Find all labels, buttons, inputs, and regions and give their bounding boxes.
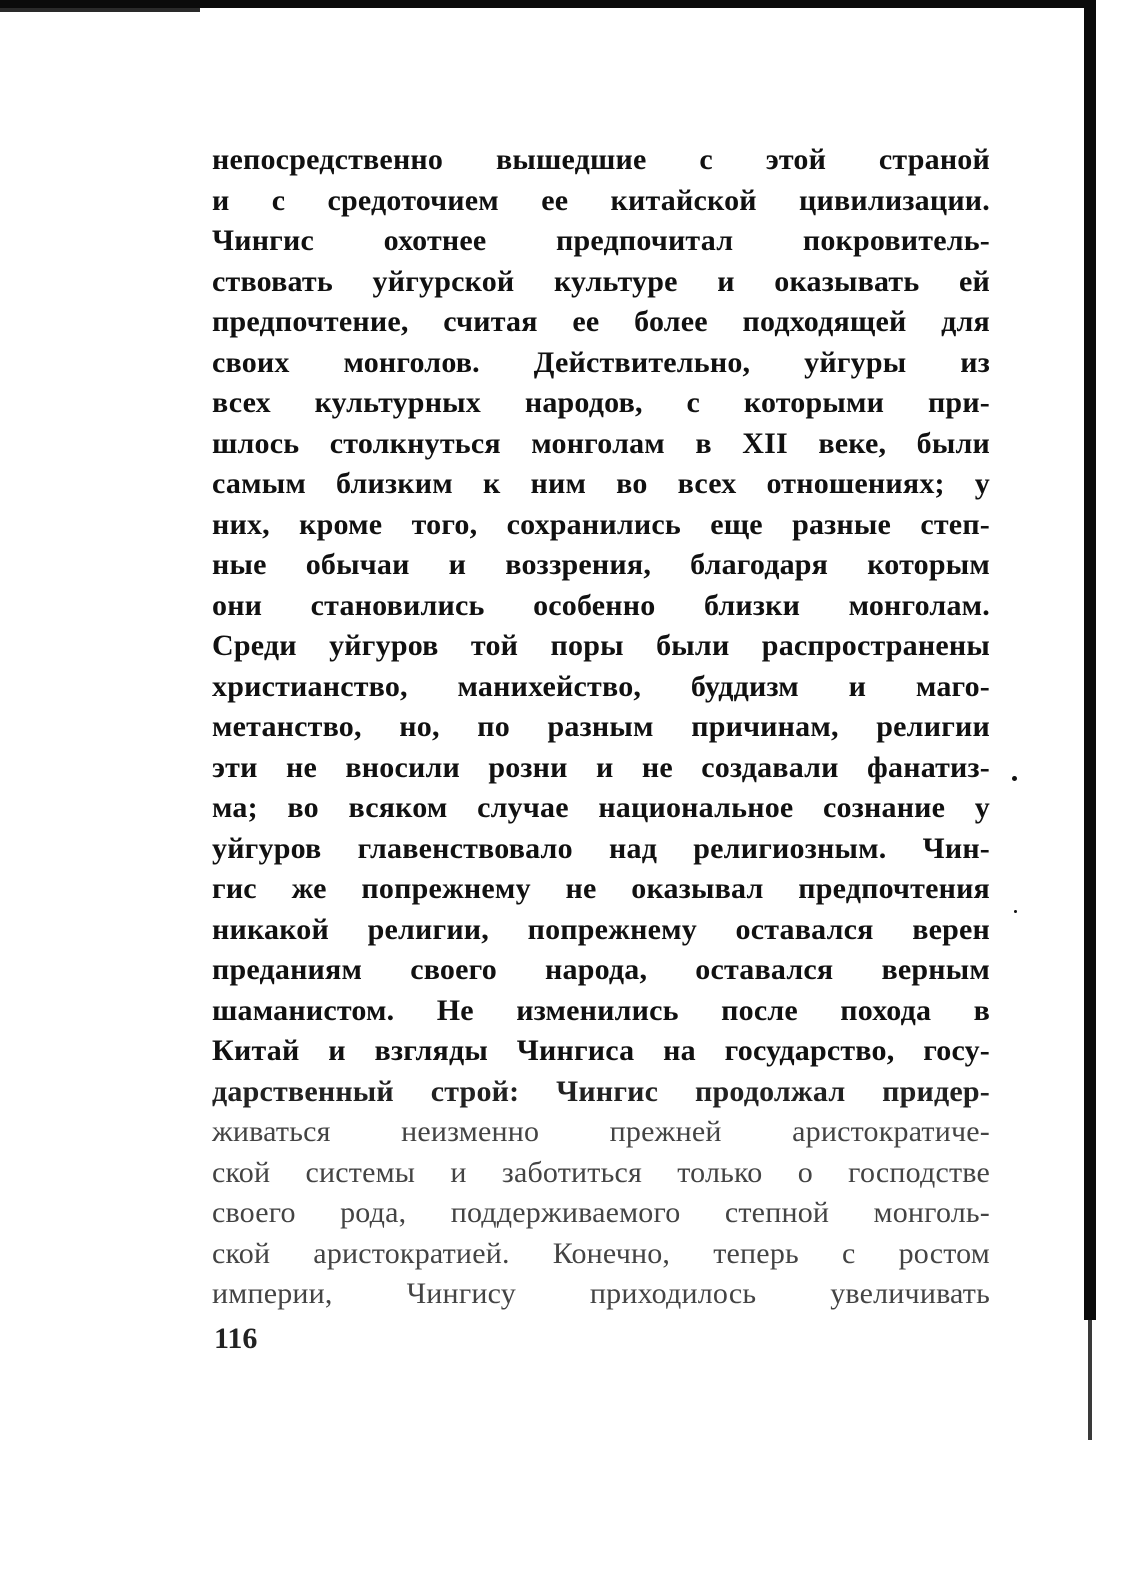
text-line: империи, Чингису приходилось увеличивать [212, 1277, 990, 1310]
text-line: дарственный строй: Чингис продолжал придер- [212, 1074, 990, 1108]
text-line: непосредственно вышедшие с этой страной [212, 143, 990, 176]
text-line: ской системы и заботиться только о господстве [212, 1155, 990, 1189]
text-line: живаться неизменно прежней аристократиче- [212, 1115, 990, 1148]
text-line: Среди уйгуров той поры были распространены [212, 629, 990, 662]
text-line: метанство, но, по разным причинам, религии [212, 710, 990, 743]
text-line: самым близким к ним во всех отношениях; у [212, 467, 990, 500]
page-number: 116 [214, 1322, 258, 1355]
text-line: своих монголов. Действительно, уйгуры из [212, 345, 990, 379]
text-line: всех культурных народов, с которыми при- [212, 386, 990, 419]
text-line: ской аристократией. Конечно, теперь с ростом [212, 1236, 990, 1270]
scan-border-right-tail [1088, 1320, 1092, 1440]
scan-border-top [0, 0, 1090, 8]
text-line: шлось столкнуться монголам в XII веке, были [212, 426, 990, 460]
text-line: своего рода, поддерживаемого степной монголь- [212, 1196, 990, 1229]
text-line: уйгуров главенствовало над религиозным. Чин- [212, 831, 990, 865]
text-line: них, кроме того, сохранились еще разные степ- [212, 507, 990, 541]
text-line: христианство, манихейство, буддизм и маго- [212, 669, 990, 703]
text-line: ма; во всяком случае национальное сознание у [212, 791, 990, 824]
scan-border-top-fragment [0, 8, 200, 12]
scan-speck [1014, 910, 1017, 913]
scan-speck [1012, 776, 1017, 781]
text-line: эти не вносили розни и не создавали фанатиз- [212, 750, 990, 784]
text-line: шаманистом. Не изменились после похода в [212, 993, 990, 1027]
text-line: предпочтение, считая ее более подходящей для [212, 305, 990, 338]
text-line: гис же попрежнему не оказывал предпочтения [212, 872, 990, 905]
text-line: преданиям своего народа, оставался верным [212, 953, 990, 986]
text-line: ствовать уйгурской культуре и оказывать ей [212, 264, 990, 298]
text-line: ные обычаи и воззрения, благодаря которым [212, 548, 990, 581]
text-line: никакой религии, попрежнему оставался верен [212, 912, 990, 946]
text-line: Чингис охотнее предпочитал покровитель- [212, 224, 990, 257]
text-line: Китай и взгляды Чингиса на государство, госу- [212, 1034, 990, 1067]
body-text [212, 140, 990, 1315]
text-line: они становились особенно близки монголам. [212, 588, 990, 622]
text-line: и с средоточием ее китайской цивилизации. [212, 183, 990, 217]
scan-border-right [1084, 0, 1096, 1320]
